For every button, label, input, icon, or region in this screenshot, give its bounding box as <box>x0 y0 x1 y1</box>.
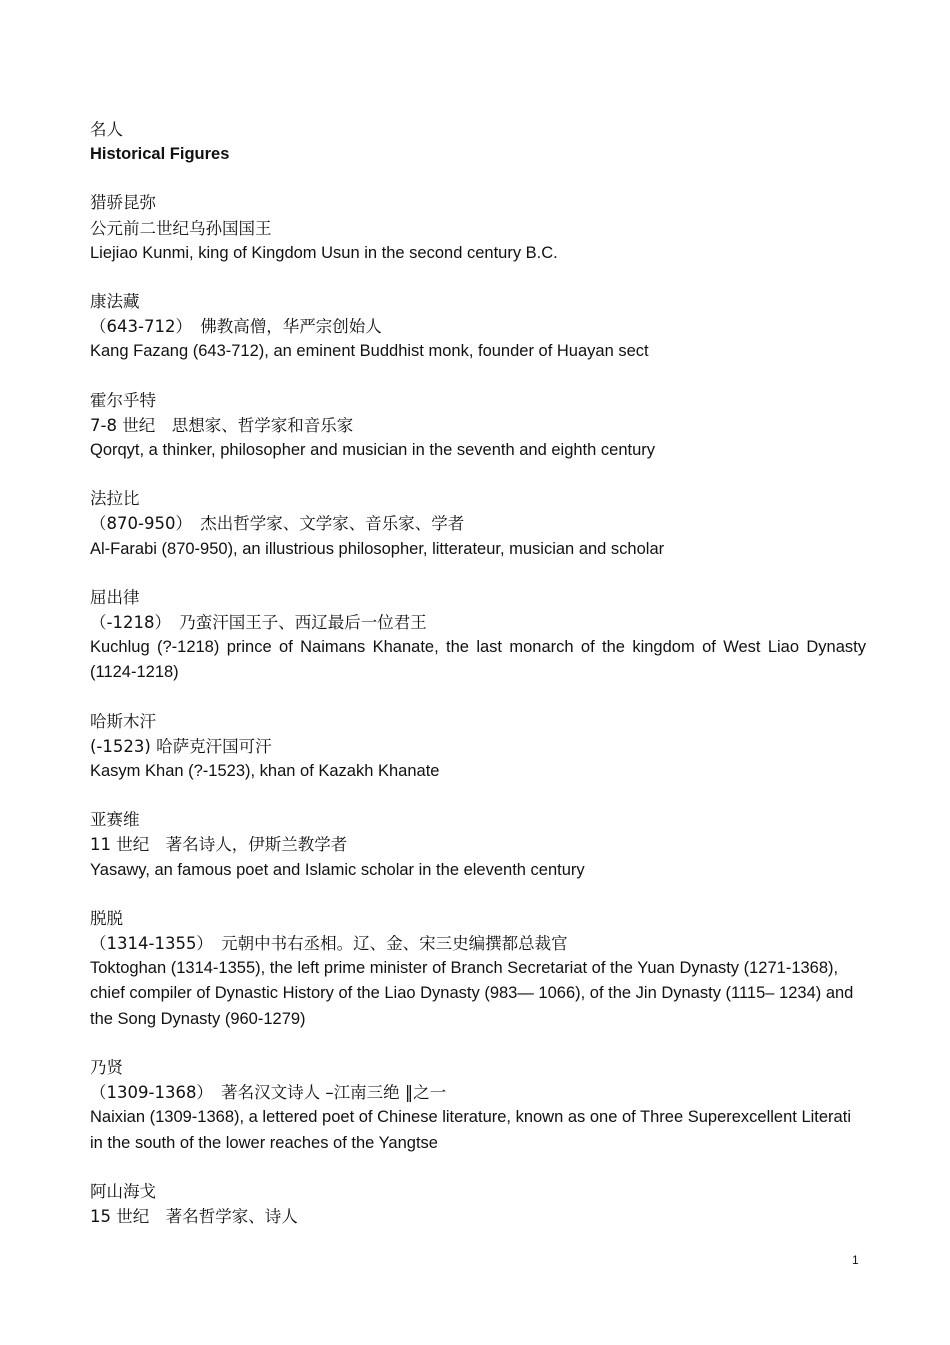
entry-qorqyt <box>90 388 866 464</box>
entry-name: 霍尔乎特 <box>90 390 156 410</box>
entry-name: 猎骄昆弥 <box>90 193 156 213</box>
entry-kasym-khan <box>90 709 866 785</box>
entry-name: 屈出律 <box>90 587 140 607</box>
entry-ashanhaige <box>90 1179 866 1229</box>
entry-name: 脱脱 <box>90 908 123 928</box>
entry-note: （870-950） 杰出哲学家、文学家、音乐家、学者 <box>90 514 465 534</box>
entry-name: 乃贤 <box>90 1057 123 1077</box>
entry-english: Al-Farabi (870-950), an illustrious philosopher, litterateur, musician and scholar <box>90 539 665 558</box>
entry-note: 公元前二世纪乌孙国国王 <box>90 218 272 238</box>
entry-english: Liejiao Kunmi, king of Kingdom Usun in the second century B.C. <box>90 243 558 262</box>
document-body <box>90 117 866 1229</box>
entry-english: Yasawy, an famous poet and Islamic scholar in the eleventh century <box>90 860 585 879</box>
entry-name: 亚赛维 <box>90 810 140 830</box>
entry-kuchlug <box>90 585 866 686</box>
entry-english: Qorqyt, a thinker, philosopher and musician in the seventh and eighth century <box>90 441 656 460</box>
entry-kang-fazang <box>90 289 866 365</box>
entry-note: （1314-1355） 元朝中书右丞相。辽、金、宋三史编撰都总裁官 <box>90 934 568 954</box>
entry-english: Kang Fazang (643-712), an eminent Buddhist monk, founder of Huayan sect <box>90 342 649 361</box>
entry-note: （643-712） 佛教高僧，华严宗创始人 <box>90 317 382 337</box>
entry-naixian <box>90 1055 866 1156</box>
entry-note: 11 世纪 著名诗人，伊斯兰教学者 <box>90 835 348 855</box>
entry-note: 15 世纪 著名哲学家、诗人 <box>90 1206 298 1226</box>
entry-note: （-1218） 乃蛮汗国王子、西辽最后一位君王 <box>90 613 427 633</box>
entry-english: Naixian (1309-1368), a lettered poet of Chinese literature, known as one of Three Superexcellent Literati in the south of the lower reaches of the Yangtse <box>90 1108 851 1152</box>
heading-cn: 名人 <box>90 120 123 139</box>
entry-name: 阿山海戈 <box>90 1181 156 1201</box>
entry-english: Toktoghan (1314-1355), the left prime minister of Branch Secretariat of the Yuan Dynasty (1271-1368), chief compiler of Dynastic History of the Liao Dynasty (983— 1066), of the Jin Dynasty (1115– 1234) and the Song Dynasty (960-1279) <box>90 959 854 1028</box>
entry-toktoghan <box>90 906 866 1032</box>
heading-en: Historical Figures <box>90 145 230 164</box>
entry-note: （1309-1368） 著名汉文诗人 –江南三绝 ‖之一 <box>90 1083 447 1103</box>
entry-note: (-1523) 哈萨克汗国可汗 <box>90 736 272 756</box>
entry-english: Kasym Khan (?-1523), khan of Kazakh Khanate <box>90 762 440 781</box>
entry-al-farabi <box>90 486 866 562</box>
entry-yasawy <box>90 807 866 883</box>
entry-liejiao-kunmi <box>90 190 866 266</box>
entry-english: Kuchlug (?-1218) prince of Naimans Khanate, the last monarch of the kingdom of West Liao Dynasty (1124-1218) <box>90 638 866 682</box>
entry-name: 哈斯木汗 <box>90 711 156 731</box>
entry-name: 康法藏 <box>90 292 140 312</box>
page-number: 1 <box>852 1253 859 1267</box>
entry-name: 法拉比 <box>90 489 140 509</box>
entry-note: 7-8 世纪 思想家、哲学家和音乐家 <box>90 415 354 435</box>
